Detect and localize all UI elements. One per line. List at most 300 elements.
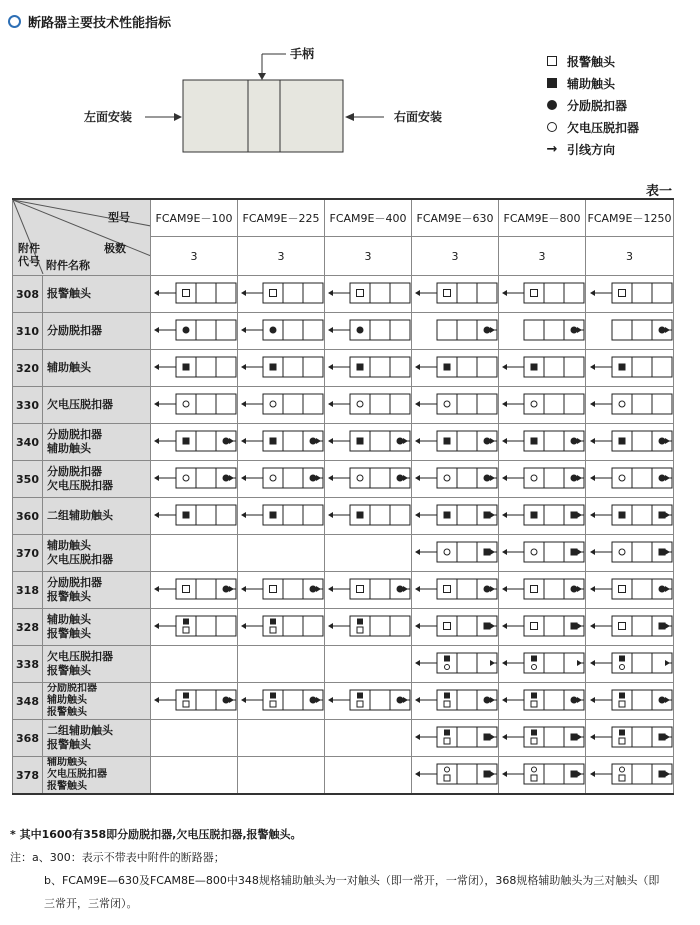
arrow-left-icon [415,475,420,481]
accessory-name-line: 报警触头 [47,707,87,718]
accessory-cell [325,387,412,424]
header-corner [13,199,151,276]
accessory-name-line: 报警触头 [47,287,91,300]
accessory-cell [238,350,325,387]
arrow-left-icon [502,364,507,370]
accessory-cell [586,387,674,424]
square-filled-icon [270,437,277,444]
accessory-symbol [238,500,324,530]
square-filled-icon [357,618,363,624]
table-row [13,572,674,609]
circle-filled-icon [310,696,317,703]
accessory-cell [499,683,586,720]
arrow-left-icon [328,512,333,518]
accessory-symbol [325,463,411,493]
accessory-symbol [587,315,673,345]
circle-bullet-icon [8,15,21,28]
accessory-symbol [151,685,237,715]
accessory-symbol [238,352,324,382]
accessory-cell [325,424,412,461]
accessory-symbol [499,315,585,345]
accessory-code: 370 [13,535,43,572]
legend-item: 报警触头 [545,50,639,72]
arrow-left-icon [415,401,420,407]
accessory-symbol [412,537,498,567]
accessory-code: 328 [13,609,43,646]
model-cell: FCAM9E－100 [151,199,238,237]
accessory-cell [151,535,238,572]
accessory-cell [586,535,674,572]
accessory-symbol [499,463,585,493]
circle-filled-icon [397,474,404,481]
accessory-code: 378 [13,757,43,795]
accessory-symbol [325,685,411,715]
circle-filled-icon [547,100,557,110]
accessory-cell [586,683,674,720]
square-filled-icon [531,729,537,735]
arrow-left-icon [415,660,420,666]
accessory-name [43,276,151,313]
accessory-code: 360 [13,498,43,535]
square-filled-icon [484,511,491,518]
arrow-left-icon [502,512,507,518]
accessory-symbol [238,426,324,456]
accessory-cell [325,276,412,313]
accessory-cell [151,609,238,646]
square-filled-icon [618,511,625,518]
accessory-cell [412,646,499,683]
arrow-left-icon [154,586,159,592]
accessory-symbol [412,389,498,419]
circle-filled-icon [310,474,317,481]
circle-filled-icon [658,326,665,333]
square-filled-icon [183,511,190,518]
accessory-code: 310 [13,313,43,350]
table-label: 表一 [645,184,672,199]
arrow-left-icon [328,327,333,333]
accessory-cell [325,720,412,757]
pole-cell: 3 [238,237,325,276]
accessory-symbol [412,611,498,641]
accessory-name-line: 辅助触头 [47,539,91,552]
table-row [13,461,674,498]
accessory-name-line: 欠电压脱扣器 [47,398,113,411]
circle-filled-icon [658,437,665,444]
arrow-left-icon [154,475,159,481]
accessory-symbol [151,426,237,456]
accessory-cell [238,276,325,313]
accessory-cell [586,350,674,387]
circle-filled-icon [658,585,665,592]
accessory-cell [412,535,499,572]
square-filled-icon [183,363,190,370]
accessory-symbol [587,389,673,419]
arrow-left-icon [241,438,246,444]
accessory-cell [325,683,412,720]
accessory-symbol [238,278,324,308]
accessory-name-line: 辅助触头 [47,613,91,626]
square-filled-icon [357,363,364,370]
square-filled-icon [270,511,277,518]
circle-filled-icon [310,585,317,592]
arrow-left-icon [590,364,595,370]
legend [545,50,639,160]
arrow-left-icon [415,549,420,555]
arrow-left-icon [328,438,333,444]
accessory-symbol [587,611,673,641]
accessory-symbol [238,389,324,419]
name-header-label: 附件名称 [46,259,90,272]
arrow-left-icon [415,771,420,777]
arrow-left-icon [241,475,246,481]
accessory-code: 338 [13,646,43,683]
circle-filled-icon [484,585,491,592]
square-open-icon [547,56,557,66]
accessory-cell [238,683,325,720]
accessory-symbol [412,722,498,752]
accessory-cell [586,572,674,609]
accessory-cell [586,757,674,795]
square-filled-icon [658,548,665,555]
arrow-left-icon [502,734,507,740]
accessory-name [43,350,151,387]
accessory-name [43,757,151,795]
accessory-symbol [238,315,324,345]
square-filled-icon [618,437,625,444]
square-filled-icon [484,548,491,555]
arrow-left-icon [328,475,333,481]
accessory-symbol [412,685,498,715]
accessory-cell [238,498,325,535]
accessory-code: 330 [13,387,43,424]
table-row [13,646,674,683]
circle-filled-icon [571,326,578,333]
accessory-name-line: 分励脱扣器 [47,465,102,478]
accessory-name [43,313,151,350]
circle-filled-icon [658,696,665,703]
accessory-cell [325,498,412,535]
accessory-symbol [587,685,673,715]
spec-table [12,198,674,795]
accessory-name-line: 报警触头 [47,738,91,751]
square-filled-icon [531,511,538,518]
accessory-symbol [587,352,673,382]
arrow-left-icon [154,697,159,703]
table-row [13,535,674,572]
accessory-symbol [587,500,673,530]
arrow-left-icon [502,401,507,407]
accessory-name-line: 二组辅助触头 [47,509,113,522]
arrow-left-icon [590,290,595,296]
accessory-cell [238,720,325,757]
square-filled-icon [357,511,364,518]
accessory-symbol [587,759,673,789]
accessory-cell [238,461,325,498]
accessory-cell [499,646,586,683]
arrow-left-icon [241,697,246,703]
square-filled-icon [444,729,450,735]
accessory-symbol [151,389,237,419]
accessory-name [43,461,151,498]
square-filled-icon [658,622,665,629]
square-filled-icon [547,78,557,88]
accessory-cell [412,572,499,609]
breaker-install-diagram [0,40,480,170]
accessory-symbol [238,685,324,715]
square-filled-icon [444,692,450,698]
table-row [13,276,674,313]
accessory-symbol [587,537,673,567]
arrow-left-icon [502,586,507,592]
circle-filled-icon [571,585,578,592]
accessory-symbol [412,463,498,493]
accessory-symbol [325,278,411,308]
square-filled-icon [618,363,625,370]
arrow-left-icon [590,660,595,666]
accessory-cell [325,535,412,572]
accessory-symbol [151,278,237,308]
accessory-cell [238,609,325,646]
accessory-cell [586,498,674,535]
accessory-cell [499,609,586,646]
table-row [13,609,674,646]
pole-header-label: 极数 [104,242,126,255]
accessory-cell [325,646,412,683]
square-filled-icon [571,548,578,555]
arrow-left-icon [590,697,595,703]
arrow-left-icon [590,549,595,555]
model-cell: FCAM9E－1250 [586,199,674,237]
accessory-code: 348 [13,683,43,720]
arrow-left-icon [415,734,420,740]
arrow-left-icon [590,623,595,629]
arrow-left-icon [241,401,246,407]
model-cell: FCAM9E－225 [238,199,325,237]
accessory-symbol [151,463,237,493]
table-row [13,498,674,535]
circle-filled-icon [658,474,665,481]
accessory-cell [151,461,238,498]
breaker-body [183,80,343,152]
accessory-cell [586,461,674,498]
page-title-text: 断路器主要技术性能指标 [28,16,172,31]
legend-item: → 引线方向 [546,141,616,157]
table-row [13,757,674,795]
accessory-code: 340 [13,424,43,461]
pole-cell: 3 [586,237,674,276]
square-filled-icon [531,363,538,370]
accessory-symbol [412,759,498,789]
pole-cell: 3 [325,237,412,276]
accessory-name [43,424,151,461]
accessory-name-line: 二组辅助触头 [47,724,113,737]
table-row [13,424,674,461]
model-header-label: 型号 [108,211,130,224]
accessory-symbol [238,463,324,493]
accessory-symbol [238,574,324,604]
accessory-symbol [325,352,411,382]
arrow-left-icon [241,512,246,518]
arrow-left-icon [590,512,595,518]
note-asterisk: * 其中1600有358即分励脱扣器,欠电压脱扣器,报警触头。 [10,828,302,841]
accessory-symbol [412,648,498,678]
circle-filled-icon [571,696,578,703]
square-filled-icon [484,733,491,740]
code-header-label: 附件代号 [18,242,40,268]
accessory-cell [499,757,586,795]
accessory-symbol [499,648,585,678]
circle-filled-icon [223,696,230,703]
arrow-left-icon [154,290,159,296]
accessory-code: 320 [13,350,43,387]
accessory-symbol [499,722,585,752]
circle-filled-icon [397,696,404,703]
accessory-cell [238,424,325,461]
accessory-cell [412,313,499,350]
accessory-symbol [587,648,673,678]
square-filled-icon [571,511,578,518]
accessory-symbol [587,574,673,604]
handle-arrow-icon [258,73,266,80]
accessory-cell [325,350,412,387]
arrow-left-icon [590,586,595,592]
square-filled-icon [484,770,491,777]
accessory-symbol [412,315,498,345]
arrow-left-icon [328,623,333,629]
square-filled-icon [183,692,189,698]
arrow-left-icon [241,327,246,333]
arrow-left-icon [241,623,246,629]
circle-filled-icon [397,585,404,592]
arrow-left-icon [328,586,333,592]
accessory-cell [412,276,499,313]
accessory-symbol [587,463,673,493]
note-b: b、FCAM9E—630及FCAM8E—800中348规格辅助触头为一对触头（即一常开，一常闭），368规格辅助触头为三对触头（即 [44,874,660,887]
accessory-cell [151,350,238,387]
accessory-cell [325,461,412,498]
arrow-left-icon [590,734,595,740]
square-filled-icon [270,692,276,698]
arrow-left-icon [154,364,159,370]
accessory-symbol [412,574,498,604]
circle-filled-icon [484,474,491,481]
accessory-symbol [499,352,585,382]
accessory-symbol [499,500,585,530]
accessory-cell [151,276,238,313]
arrow-left-icon [502,549,507,555]
square-filled-icon [619,729,625,735]
accessory-name-line: 报警触头 [47,590,91,603]
accessory-name [43,609,151,646]
accessory-name [43,646,151,683]
page-title [8,12,171,31]
accessory-cell [151,720,238,757]
arrow-left-icon [154,401,159,407]
accessory-cell [499,720,586,757]
accessory-cell [412,350,499,387]
arrow-left-icon [590,771,595,777]
accessory-cell [325,313,412,350]
accessory-name [43,720,151,757]
accessory-cell [151,757,238,795]
square-filled-icon [444,655,450,661]
right-install-label: 右面安装 [394,110,443,124]
accessory-symbol [325,574,411,604]
accessory-cell [586,424,674,461]
accessory-symbol [151,574,237,604]
accessory-cell [586,609,674,646]
accessory-cell [499,387,586,424]
square-filled-icon [571,770,578,777]
accessory-symbol [325,611,411,641]
arrow-left-icon [415,290,420,296]
accessory-name-line: 分励脱扣器 [47,576,102,589]
accessory-symbol [325,315,411,345]
arrow-left-icon [241,364,246,370]
accessory-cell [412,424,499,461]
accessory-cell [151,424,238,461]
accessory-cell [151,387,238,424]
square-filled-icon [658,733,665,740]
arrow-left-icon [241,290,246,296]
accessory-cell [325,609,412,646]
accessory-code: 368 [13,720,43,757]
arrow-left-icon [502,438,507,444]
arrow-left-icon [590,475,595,481]
accessory-symbol [587,278,673,308]
accessory-symbol [499,278,585,308]
arrow-left-icon [502,660,507,666]
accessory-cell [412,498,499,535]
accessory-symbol [151,315,237,345]
accessory-name [43,387,151,424]
square-filled-icon [183,618,189,624]
accessory-cell [238,572,325,609]
legend-item: 欠电压脱扣器 [545,116,639,138]
note-b-cont: 三常开，三常闭）。 [44,897,138,910]
circle-filled-icon [571,474,578,481]
handle-label: 手柄 [290,47,315,61]
model-cell: FCAM9E－800 [499,199,586,237]
accessory-cell [412,720,499,757]
accessory-cell [151,498,238,535]
accessory-name-line: 分励脱扣器 [47,428,102,441]
left-install-label: 左面安装 [84,110,133,124]
accessory-symbol [499,389,585,419]
square-filled-icon [270,363,277,370]
arrow-left-icon [328,401,333,407]
accessory-cell [412,683,499,720]
pole-cell: 3 [151,237,238,276]
arrow-left-icon [415,586,420,592]
accessory-symbol [499,759,585,789]
accessory-name [43,535,151,572]
accessory-cell [499,276,586,313]
accessory-cell [499,572,586,609]
square-filled-icon [357,437,364,444]
circle-filled-icon [357,326,364,333]
note-a: 注：a、300：表示不带表中附件的断路器； [10,851,225,864]
accessory-cell [151,572,238,609]
accessory-cell [499,350,586,387]
accessory-cell [238,646,325,683]
circle-filled-icon [397,437,404,444]
accessory-cell [325,757,412,795]
square-filled-icon [619,692,625,698]
arrow-left-icon [415,364,420,370]
accessory-symbol [412,500,498,530]
accessory-cell [586,276,674,313]
